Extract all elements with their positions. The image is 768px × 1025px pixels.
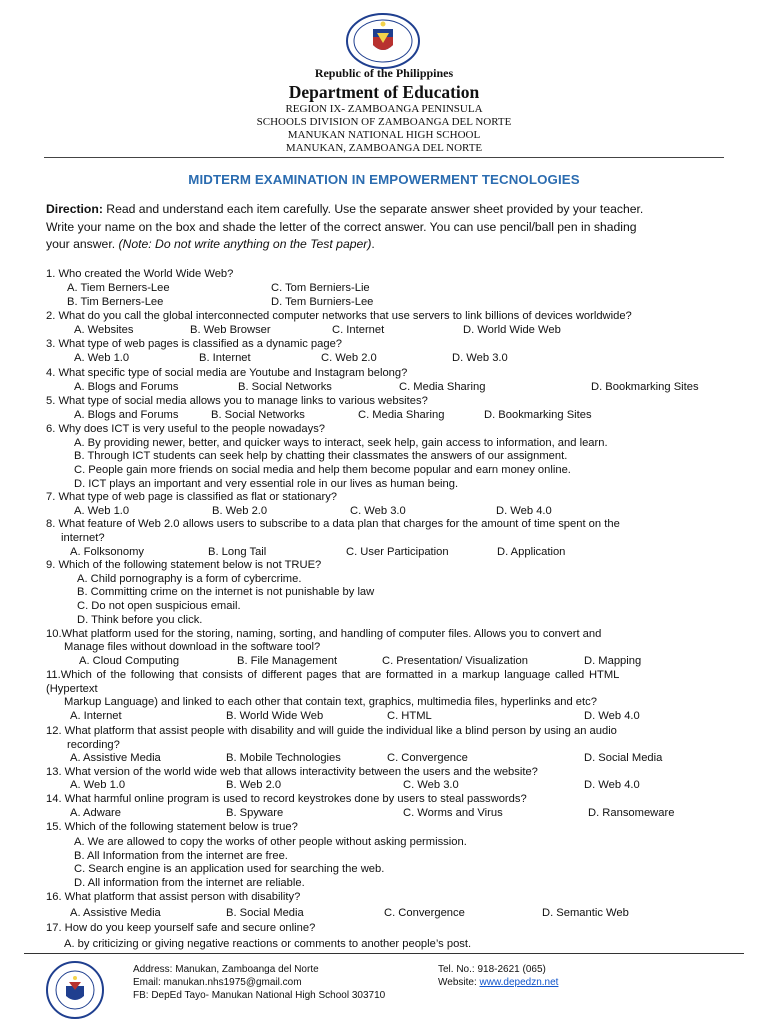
q14-option-c: C. Worms and Virus bbox=[403, 807, 503, 819]
q5-option-d: D. Bookmarking Sites bbox=[484, 409, 592, 421]
q8-option-a: A. Folksonomy bbox=[70, 546, 144, 558]
q12-option-d: D. Social Media bbox=[584, 752, 663, 764]
question-14: 14. What harmful online program is used to record keystrokes done by users to steal passwords? bbox=[46, 793, 527, 805]
q4-option-b: B. Social Networks bbox=[238, 381, 332, 393]
question-11: 11.Which of the following that consists of different pages that are formatted in a markup language called HTML bbox=[46, 669, 620, 681]
q11-option-d: D. Web 4.0 bbox=[584, 710, 640, 722]
question-15: 15. Which of the following statement below is true? bbox=[46, 821, 298, 833]
question-1: 1. Who created the World Wide Web? bbox=[46, 268, 234, 280]
q15-option-c: C. Search engine is an application used for searching the web. bbox=[74, 863, 385, 875]
school-line: MANUKAN NATIONAL HIGH SCHOOL bbox=[287, 129, 481, 141]
q6-option-a: A. By providing newer, better, and quicker ways to interact, seek help, gain access to information, and learn. bbox=[74, 437, 608, 449]
q12-option-c: C. Convergence bbox=[387, 752, 468, 764]
q4-option-a: A. Blogs and Forums bbox=[74, 381, 179, 393]
q12-option-a: A. Assistive Media bbox=[70, 752, 161, 764]
q16-option-c: C. Convergence bbox=[384, 907, 465, 919]
q3-option-a: A. Web 1.0 bbox=[74, 352, 130, 364]
q15-option-b: B. All Information from the internet are free. bbox=[74, 850, 288, 862]
question-10-cont: Manage files without download in the software tool? bbox=[64, 641, 321, 653]
q9-option-a: A. Child pornography is a form of cybercrime. bbox=[77, 573, 302, 585]
question-5: 5. What type of social media allows you to manage links to various websites? bbox=[46, 395, 428, 407]
q5-option-b: B. Social Networks bbox=[211, 409, 305, 421]
division-line: SCHOOLS DIVISION OF ZAMBOANGA DEL NORTE bbox=[256, 116, 512, 128]
school-logo bbox=[44, 960, 106, 1020]
direction-label: Direction: bbox=[46, 202, 103, 216]
question-3: 3. What type of web pages is classified as a dynamic page? bbox=[46, 338, 343, 350]
q11-option-c: C. HTML bbox=[387, 710, 432, 722]
footer-address: Address: Manukan, Zamboanga del Norte bbox=[133, 964, 319, 975]
q12-option-b: B. Mobile Technologies bbox=[226, 752, 341, 764]
q4-option-c: C. Media Sharing bbox=[399, 381, 486, 393]
q4-option-d: D. Bookmarking Sites bbox=[591, 381, 699, 393]
question-17: 17. How do you keep yourself safe and secure online? bbox=[46, 922, 316, 934]
q5-option-a: A. Blogs and Forums bbox=[74, 409, 179, 421]
region-line: REGION IX- ZAMBOANGA PENINSULA bbox=[285, 103, 483, 115]
location-line: MANUKAN, ZAMBOANGA DEL NORTE bbox=[285, 142, 483, 154]
question-10: 10.What platform used for the storing, naming, sorting, and handling of computer files. Allows you to convert and bbox=[46, 628, 602, 640]
q6-option-d: D. ICT plays an important and very essential role in our lives as human being. bbox=[74, 478, 459, 490]
question-11-cont2: Markup Language) and linked to each other that contain text, graphics, multimedia files, hyperlinks and etc? bbox=[64, 696, 597, 708]
direction-line-2: Write your name on the box and shade the letter of the correct answer. You can use pencil/ball pen in shading bbox=[46, 219, 637, 234]
department-title: Department of Education bbox=[288, 82, 480, 102]
website-link[interactable]: www.depedzn.net bbox=[479, 977, 559, 988]
question-6: 6. Why does ICT is very useful to the people nowadays? bbox=[46, 423, 326, 435]
q8-option-b: B. Long Tail bbox=[208, 546, 267, 558]
q9-option-c: C. Do not open suspicious email. bbox=[77, 600, 241, 612]
q3-option-b: B. Internet bbox=[199, 352, 251, 364]
question-8-cont: internet? bbox=[61, 532, 105, 544]
q14-option-a: A. Adware bbox=[70, 807, 121, 819]
q10-option-c: C. Presentation/ Visualization bbox=[382, 655, 528, 667]
q2-option-c: C. Internet bbox=[332, 324, 385, 336]
q9-option-d: D. Think before you click. bbox=[77, 614, 203, 626]
question-7: 7. What type of web page is classified as flat or stationary? bbox=[46, 491, 338, 503]
question-12-cont: recording? bbox=[67, 739, 120, 751]
q7-option-d: D. Web 4.0 bbox=[496, 505, 552, 517]
question-16: 16. What platform that assist person with disability? bbox=[46, 891, 301, 903]
q13-option-a: A. Web 1.0 bbox=[70, 779, 126, 791]
q7-option-a: A. Web 1.0 bbox=[74, 505, 130, 517]
question-2: 2. What do you call the global interconnected computer networks that use servers to link billions of devices worldwide? bbox=[46, 310, 632, 322]
q11-option-b: B. World Wide Web bbox=[226, 710, 324, 722]
q6-option-b: B. Through ICT students can seek help by chatting their classmates the answers of our assignment. bbox=[74, 450, 568, 462]
footer-email: Email: manukan.nhs1975@gmail.com bbox=[133, 977, 302, 988]
q1-option-b: B. Tim Berners-Lee bbox=[67, 296, 164, 308]
q10-option-a: A. Cloud Computing bbox=[79, 655, 180, 667]
footer-divider bbox=[24, 953, 744, 954]
q16-option-d: D. Semantic Web bbox=[542, 907, 629, 919]
q3-option-c: C. Web 2.0 bbox=[321, 352, 377, 364]
question-11-cont: (Hypertext bbox=[46, 683, 98, 695]
direction-line-1: Direction: Read and understand each item carefully. Use the separate answer sheet provided by your teacher. bbox=[46, 202, 644, 216]
q6-option-c: C. People gain more friends on social media and help them become popular and earn money online. bbox=[74, 464, 571, 476]
q2-option-b: B. Web Browser bbox=[190, 324, 271, 336]
exam-title: MIDTERM EXAMINATION IN EMPOWERMENT TECNOLOGIES bbox=[188, 172, 580, 187]
q16-option-a: A. Assistive Media bbox=[70, 907, 161, 919]
footer-telephone: Tel. No.: 918-2621 (065) bbox=[438, 964, 546, 975]
q14-option-d: D. Ransomeware bbox=[588, 807, 675, 819]
q9-option-b: B. Committing crime on the internet is not punishable by law bbox=[77, 586, 375, 598]
q10-option-b: B. File Management bbox=[237, 655, 338, 667]
direction-line-3: your answer. (Note: Do not write anything on the Test paper). bbox=[46, 237, 375, 251]
q11-option-a: A. Internet bbox=[70, 710, 122, 722]
q5-option-c: C. Media Sharing bbox=[358, 409, 445, 421]
q10-option-d: D. Mapping bbox=[584, 655, 642, 667]
q8-option-d: D. Application bbox=[497, 546, 566, 558]
q2-option-d: D. World Wide Web bbox=[463, 324, 561, 336]
q13-option-b: B. Web 2.0 bbox=[226, 779, 282, 791]
republic-line: Republic of the Philippines bbox=[314, 66, 454, 80]
q2-option-a: A. Websites bbox=[74, 324, 134, 336]
footer-facebook: FB: DepEd Tayo- Manukan National High School 303710 bbox=[133, 990, 386, 1001]
q1-option-d: D. Tem Burniers-Lee bbox=[271, 296, 374, 308]
question-12: 12. What platform that assist people with disability and will guide the individual like a blind person by using an audio bbox=[46, 725, 617, 737]
q15-option-d: D. All information from the internet are reliable. bbox=[74, 877, 305, 889]
footer-website: Website: www.depedzn.net bbox=[438, 977, 559, 988]
q3-option-d: D. Web 3.0 bbox=[452, 352, 508, 364]
question-9: 9. Which of the following statement below is not TRUE? bbox=[46, 559, 322, 571]
question-4: 4. What specific type of social media are Youtube and Instagram belong? bbox=[46, 367, 408, 379]
q1-option-c: C. Tom Berniers-Lie bbox=[271, 282, 370, 294]
q7-option-c: C. Web 3.0 bbox=[350, 505, 406, 517]
question-13: 13. What version of the world wide web that allows interactivity between the users and the website? bbox=[46, 766, 538, 778]
header-divider bbox=[44, 157, 724, 158]
deped-seal bbox=[345, 13, 421, 69]
direction-note: (Note: Do not write anything on the Test paper) bbox=[118, 237, 372, 251]
q15-option-a: A. We are allowed to copy the works of other people without asking permission. bbox=[74, 836, 467, 848]
q1-option-a: A. Tiem Berners-Lee bbox=[67, 282, 170, 294]
q8-option-c: C. User Participation bbox=[346, 546, 449, 558]
q13-option-d: D. Web 4.0 bbox=[584, 779, 640, 791]
q17-option-a: A. by criticizing or giving negative reactions or comments to another people’s post. bbox=[64, 938, 472, 950]
q7-option-b: B. Web 2.0 bbox=[212, 505, 268, 517]
question-8: 8. What feature of Web 2.0 allows users to subscribe to a data plan that charges for the amount of time spent on the bbox=[46, 518, 620, 530]
q16-option-b: B. Social Media bbox=[226, 907, 304, 919]
q13-option-c: C. Web 3.0 bbox=[403, 779, 459, 791]
q14-option-b: B. Spyware bbox=[226, 807, 284, 819]
